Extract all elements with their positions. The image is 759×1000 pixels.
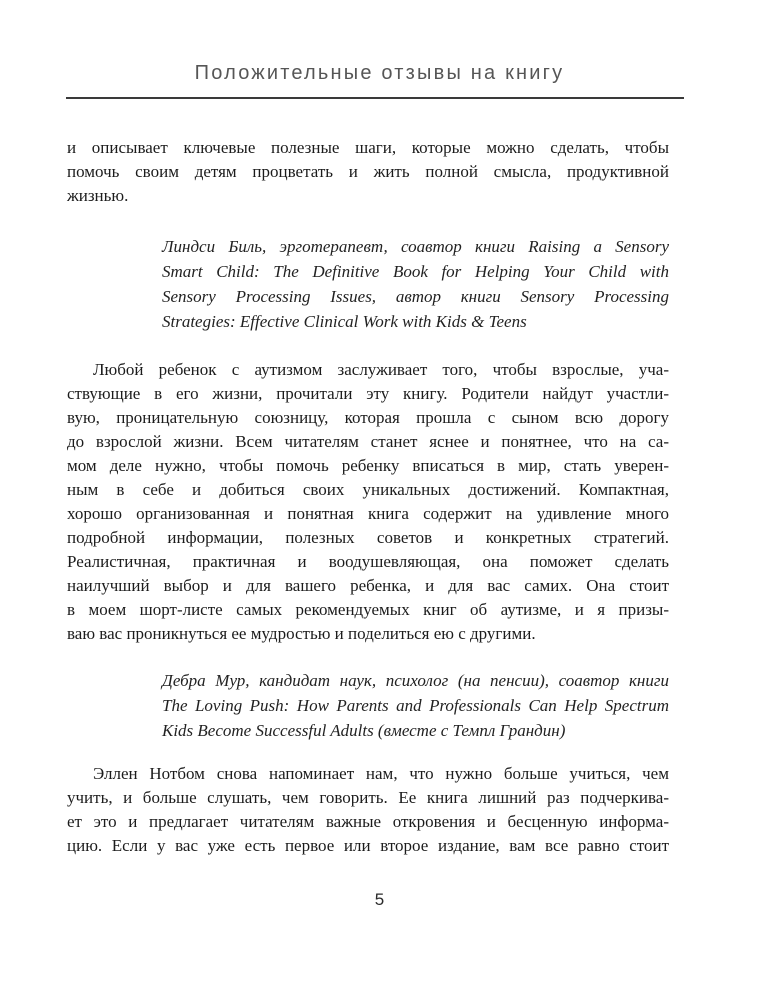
attribution-lindsey-biel xyxy=(162,234,669,334)
text-line: Kids Become Successful Adults (вместе с Темпл Грандин) xyxy=(162,721,566,740)
paragraph-continuation xyxy=(67,136,669,208)
text-line: ным в себе и добиться своих уникальных достижений. Компактная, xyxy=(67,480,669,499)
text-line: Strategies: Effective Clinical Work with Kids & Teens xyxy=(162,312,527,331)
running-head: Положительные отзывы на книгу xyxy=(194,62,565,84)
text-line: и описывает ключевые полезные шаги, которые можно сделать, чтобы xyxy=(67,138,669,157)
text-line: подробной информации, полезных советов и конкретных стратегий. xyxy=(67,528,669,547)
text-line: учить, и больше слушать, чем говорить. Ее книга лишний раз подчеркива- xyxy=(67,788,669,807)
text-line: The Loving Push: How Parents and Professionals Can Help Spectrum xyxy=(162,696,669,715)
text-line: помочь своим детям процветать и жить полной смысла, продуктивной xyxy=(67,162,669,181)
text-line: до взрослой жизни. Всем читателям станет яснее и понятнее, что на са- xyxy=(67,432,669,451)
text-line: цию. Если у вас уже есть первое или второе издание, вам все равно стоит xyxy=(67,836,669,855)
text-line: ваю вас проникнуться ее мудростью и поделиться ею с другими. xyxy=(67,624,536,643)
text-line: мом деле нужно, чтобы помочь ребенку вписаться в мир, стать уверен- xyxy=(67,456,669,475)
header-rule xyxy=(66,97,684,99)
text-line: Линдси Биль, эрготерапевт, соавтор книги Raising a Sensory xyxy=(162,237,669,256)
text-line: вую, проницательную союзницу, которая прошла с сыном всю дорогу xyxy=(67,408,669,427)
text-line: ет это и предлагает читателям важные откровения и бесценную информа- xyxy=(67,812,669,831)
text-line: Sensory Processing Issues, автор книги Sensory Processing xyxy=(162,287,669,306)
text-line: жизнью. xyxy=(67,186,129,205)
text-line: Любой ребенок с аутизмом заслуживает того, чтобы взрослые, уча- xyxy=(93,360,669,379)
page-number: 5 xyxy=(374,890,385,909)
text-line: наилучший выбор и для вашего ребенка, и для вас самих. Она стоит xyxy=(67,576,669,595)
text-line: хорошо организованная и понятная книга содержит на удивление много xyxy=(67,504,669,523)
text-line: ствующие в его жизни, прочитали эту книгу. Родители найдут участли- xyxy=(67,384,669,403)
text-line: Smart Child: The Definitive Book for Helping Your Child with xyxy=(162,262,669,281)
text-line: Эллен Нотбом снова напоминает нам, что нужно больше учиться, чем xyxy=(93,764,669,783)
paragraph-review-2 xyxy=(67,358,669,646)
text-line: Дебра Мур, кандидат наук, психолог (на пенсии), соавтор книги xyxy=(162,671,669,690)
attribution-debra-moore xyxy=(162,668,669,743)
paragraph-review-3 xyxy=(67,762,669,858)
text-line: в моем шорт-листе самых рекомендуемых книг об аутизме, и я призы- xyxy=(67,600,669,619)
text-line: Реалистичная, практичная и воодушевляющая, она поможет сделать xyxy=(67,552,669,571)
